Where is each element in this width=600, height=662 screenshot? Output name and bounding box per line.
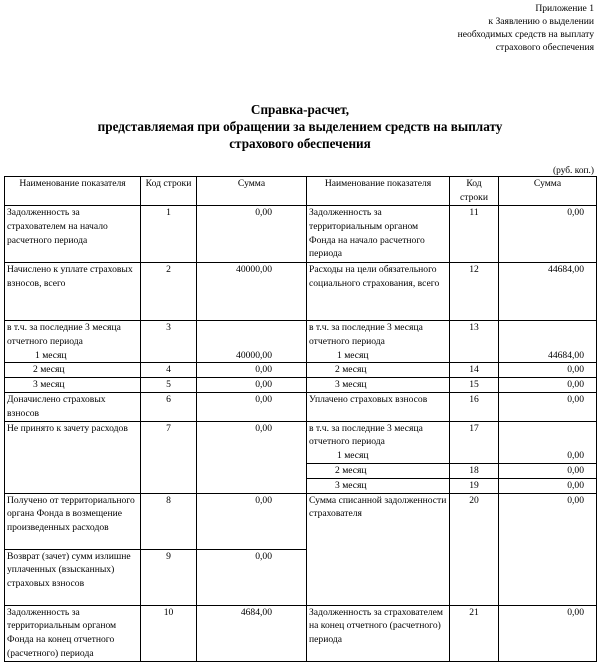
cell-empty	[450, 549, 499, 605]
cell-code: 14	[450, 363, 499, 378]
cell-code: 8	[141, 493, 197, 549]
header-sum-left: Сумма	[197, 177, 307, 206]
cell-sum: 44684,00	[499, 321, 597, 363]
row-label: в т.ч. за последние 3 месяца отчетного периода	[309, 322, 423, 347]
cell-sum: 0,00	[499, 392, 597, 421]
cell-sum: 0,00	[499, 478, 597, 493]
cell-name: Задолженность за территориальным органом Фонда на конец отчетного (расчетного) периода	[5, 605, 141, 661]
cell-code: 6	[141, 392, 197, 421]
cell-sum: 0,00	[499, 421, 597, 463]
cell-sum: 0,00	[499, 378, 597, 393]
cell-code: 15	[450, 378, 499, 393]
cell-name: Уплачено страховых взносов	[307, 392, 450, 421]
row-label: в т.ч. за последние 3 месяца отчетного периода	[309, 422, 423, 448]
appendix-line: необходимых средств на выплату	[457, 29, 594, 40]
cell-code: 11	[450, 206, 499, 263]
title-line: страхового обеспечения	[229, 136, 371, 151]
cell-code: 7	[141, 421, 197, 493]
cell-code: 16	[450, 392, 499, 421]
cell-name: Задолженность за страхователем на конец отчетного (расчетного) периода	[307, 605, 450, 661]
cell-code: 2	[141, 263, 197, 321]
cell-name: Начислено к уплате страховых взносов, всего	[5, 263, 141, 321]
cell-code: 18	[450, 463, 499, 478]
table-header-row	[5, 177, 597, 206]
cell-name: 2 месяц	[307, 363, 450, 378]
cell-sum: 0,00	[197, 493, 307, 549]
cell-sum: 0,00	[499, 206, 597, 263]
cell-empty	[307, 549, 450, 605]
title-line: представляемая при обращении за выделением средств на выплату	[97, 119, 503, 134]
cell-code: 1	[141, 206, 197, 263]
cell-sum: 0,00	[197, 378, 307, 393]
cell-sum: 0,00	[197, 549, 307, 605]
calculation-table	[4, 176, 597, 662]
cell-code: 4	[141, 363, 197, 378]
cell-sum: 0,00	[499, 463, 597, 478]
header-name-right: Наименование показателя	[307, 177, 450, 206]
cell-sum: 40000,00	[197, 263, 307, 321]
cell-name: Задолженность за страхователем на начало расчетного периода	[5, 206, 141, 263]
appendix-line: страхового обеспечения	[495, 42, 594, 53]
table-row	[5, 206, 597, 263]
header-code-left: Код строки	[141, 177, 197, 206]
table-row	[5, 605, 597, 661]
cell-name: 3 месяц	[307, 378, 450, 393]
cell-name	[307, 421, 450, 463]
document-title	[0, 101, 600, 152]
table-row	[5, 493, 597, 549]
cell-name: 2 месяц	[307, 463, 450, 478]
header-code-right: Код строки	[450, 177, 499, 206]
cell-sum: 0,00	[197, 392, 307, 421]
appendix-line: Приложение 1	[535, 3, 594, 14]
cell-code: 5	[141, 378, 197, 393]
table-row	[5, 549, 597, 605]
cell-code: 17	[450, 421, 499, 463]
cell-name: Доначислено страховых взносов	[5, 392, 141, 421]
appendix-note	[374, 2, 594, 54]
cell-sum: 44684,00	[499, 263, 597, 321]
cell-name	[5, 321, 141, 363]
header-name-left: Наименование показателя	[5, 177, 141, 206]
table-row	[5, 263, 597, 321]
cell-name: Расходы на цели обязательного социального страхования, всего	[307, 263, 450, 321]
cell-sum: 4684,00	[197, 605, 307, 661]
table-row	[5, 421, 597, 463]
cell-name: 3 месяц	[307, 478, 450, 493]
cell-sum: 0,00	[499, 605, 597, 661]
cell-code: 19	[450, 478, 499, 493]
row-label: в т.ч. за последние 3 месяца отчетного периода	[7, 322, 121, 347]
cell-code: 9	[141, 549, 197, 605]
cell-name: Задолженность за территориальным органом Фонда на начало расчетного периода	[307, 206, 450, 263]
cell-name: Получено от территориального органа Фонда в возмещение произведенных расходов	[5, 493, 141, 549]
cell-code: 13	[450, 321, 499, 363]
cell-name: 3 месяц	[5, 378, 141, 393]
cell-sum: 0,00	[499, 363, 597, 378]
table-row	[5, 321, 597, 363]
cell-code: 20	[450, 493, 499, 549]
table-row	[5, 392, 597, 421]
cell-name	[307, 321, 450, 363]
cell-sum: 0,00	[197, 363, 307, 378]
cell-sum: 0,00	[197, 421, 307, 493]
cell-empty	[499, 549, 597, 605]
month-label: 1 месяц	[337, 450, 369, 462]
cell-name: Не принято к зачету расходов	[5, 421, 141, 493]
cell-sum: 0,00	[499, 493, 597, 549]
cell-code: 12	[450, 263, 499, 321]
cell-code: 10	[141, 605, 197, 661]
cell-name: Возврат (зачет) сумм излишне уплаченных (взысканных) страховых взносов	[5, 549, 141, 605]
appendix-line: к Заявлению о выделении	[488, 16, 594, 27]
cell-sum: 40000,00	[197, 321, 307, 363]
cell-name: Сумма списанной задолженности страхователя	[307, 493, 450, 549]
month-label: 1 месяц	[35, 349, 67, 361]
cell-code: 21	[450, 605, 499, 661]
cell-name: 2 месяц	[5, 363, 141, 378]
header-sum-right: Сумма	[499, 177, 597, 206]
title-line: Справка-расчет,	[250, 102, 350, 117]
table-row	[5, 378, 597, 393]
month-label: 1 месяц	[337, 349, 369, 361]
cell-sum: 0,00	[197, 206, 307, 263]
units-note: (руб. коп.)	[553, 166, 594, 176]
cell-code: 3	[141, 321, 197, 363]
table-row	[5, 363, 597, 378]
